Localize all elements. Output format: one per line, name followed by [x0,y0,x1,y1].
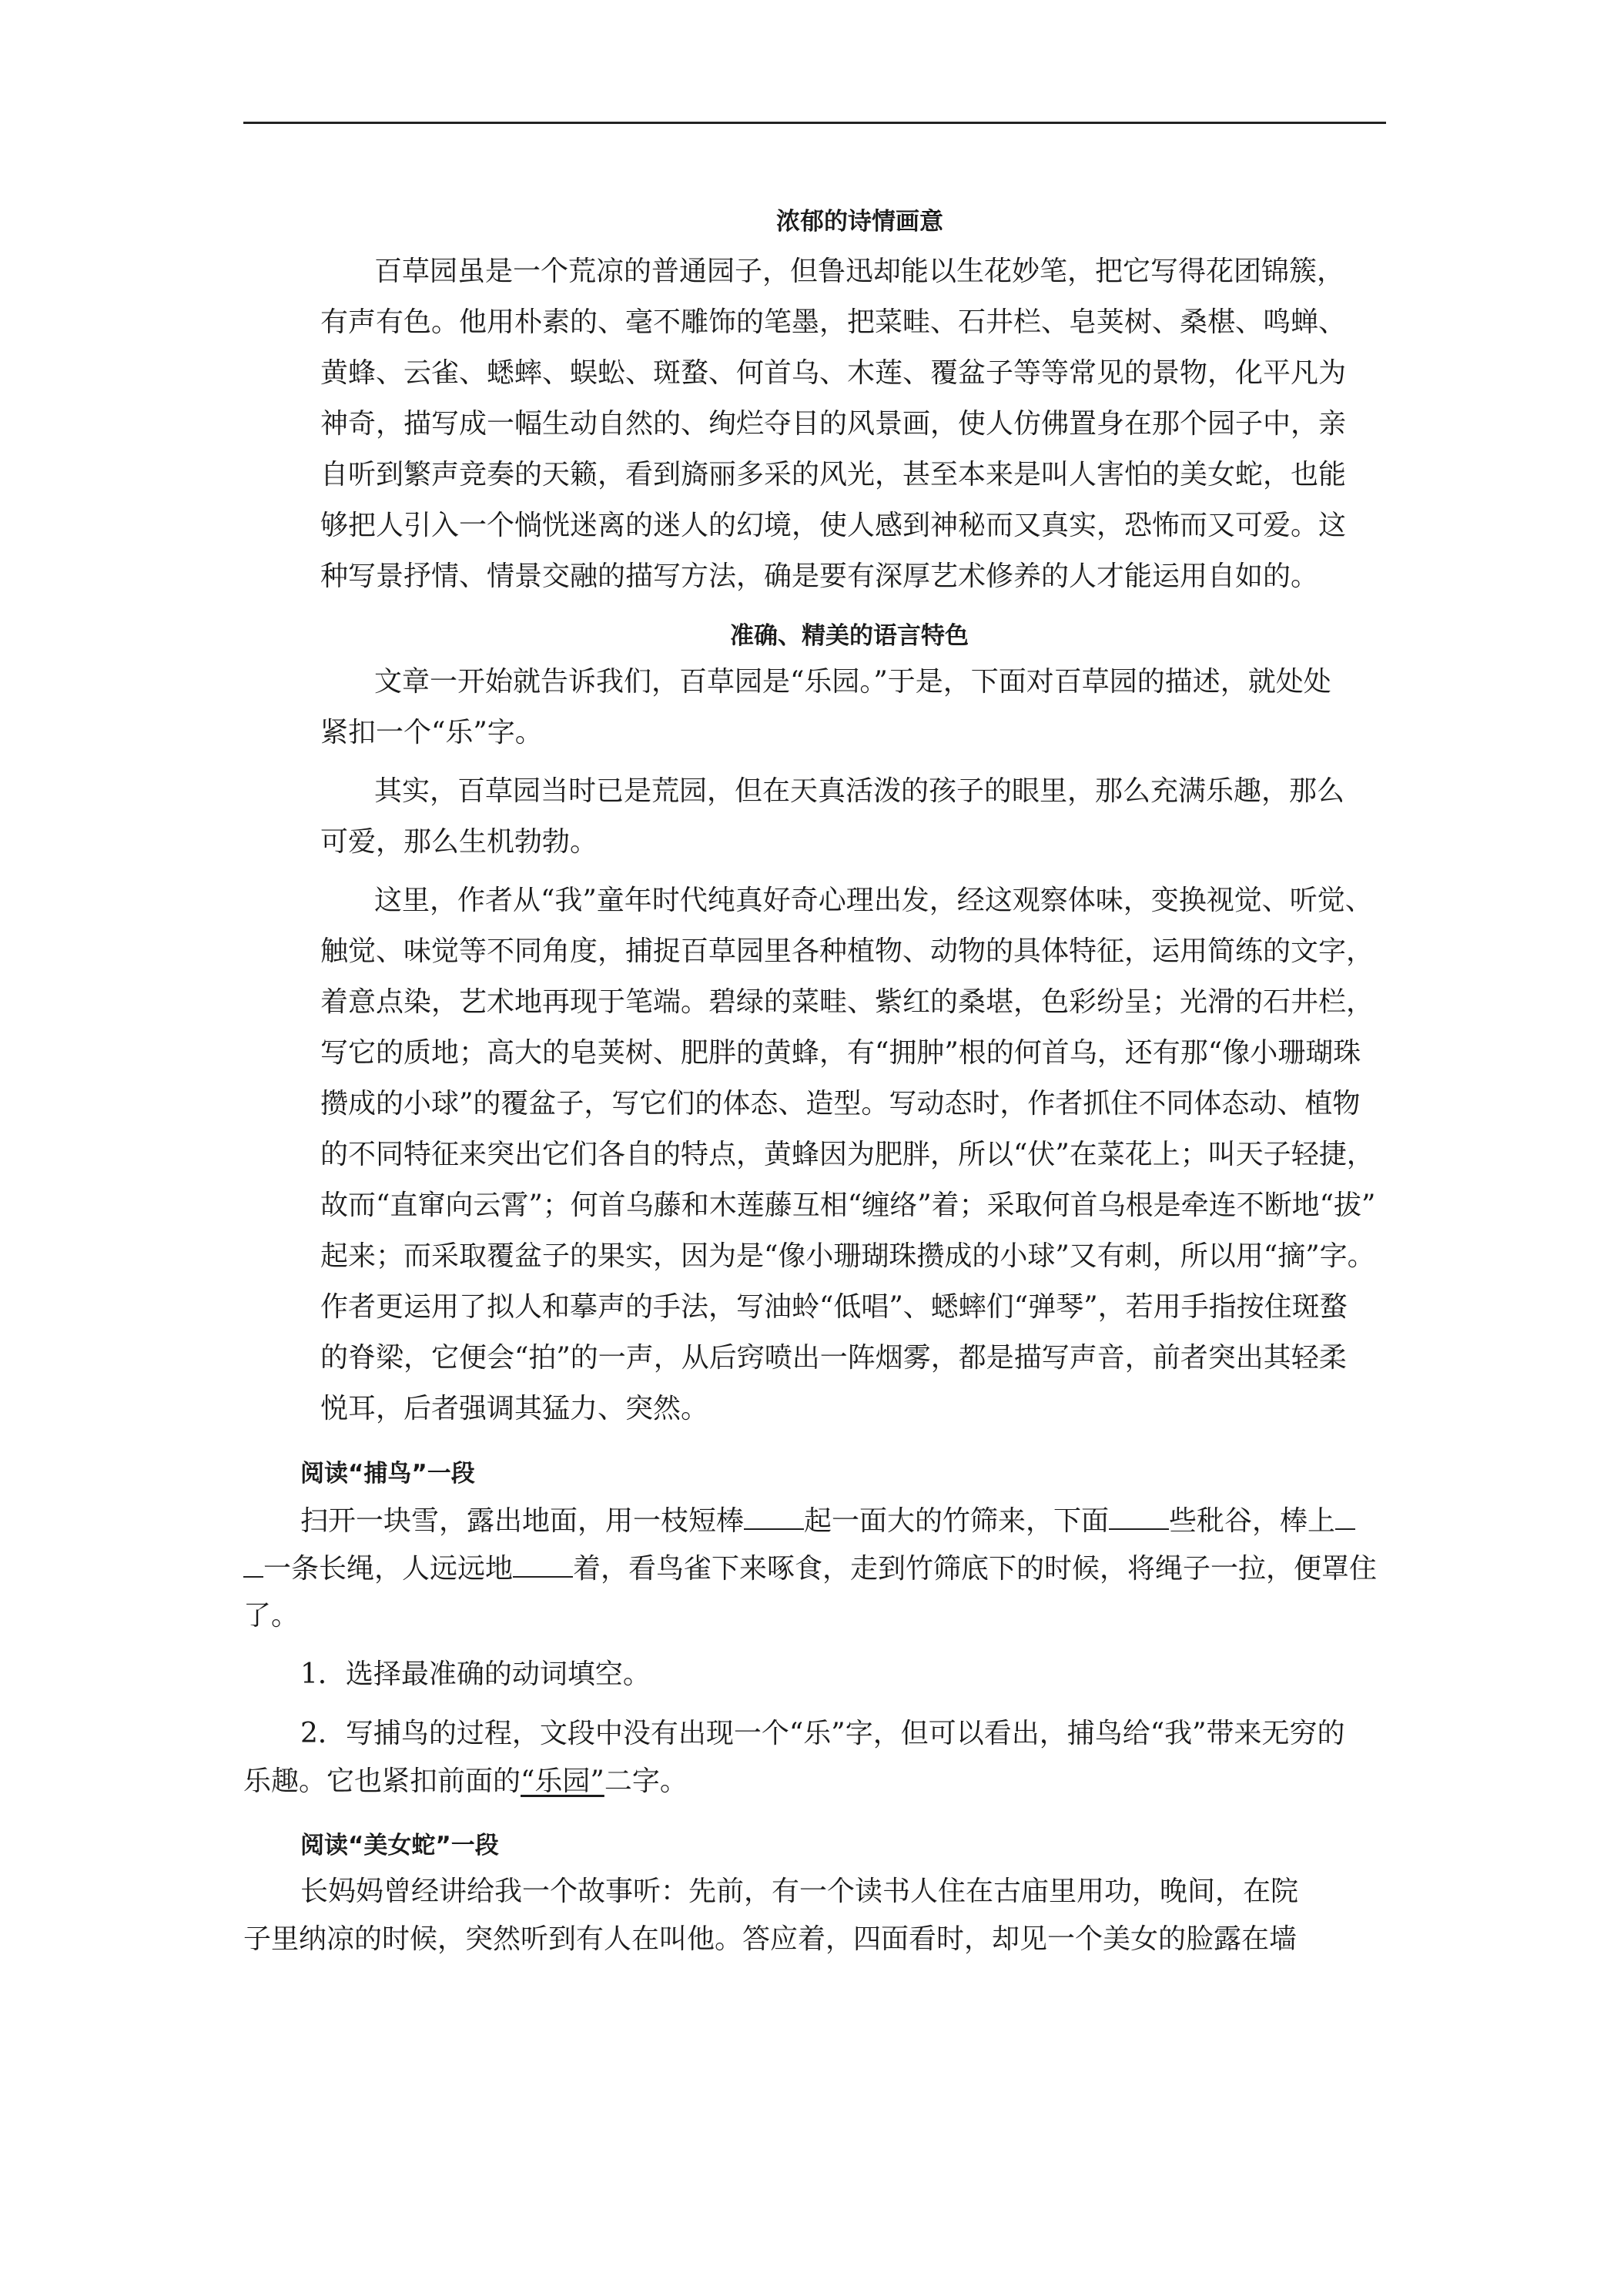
paragraph-line: 悦耳，后者强调其猛力、突然。 [320,1393,709,1424]
paragraph-line: 这里，作者从“我”童年时代纯真好奇心理出发，经这观察体味，变换视觉、听觉、 [374,885,1373,916]
paragraph-line: 攒成的小球”的覆盆子，写它们的体态、造型。写动态时，作者抓住不同体态动、植物 [320,1088,1361,1120]
passage-text: 起一面大的竹筛来，下面 [804,1505,1110,1537]
paragraph-line: 种写景抒情、情景交融的描写方法，确是要有深厚艺术修养的人才能运用自如的。 [320,561,1319,592]
answer-text: 乐趣。它也紧扣前面的 [243,1766,521,1797]
paragraph-line: 有声有色。他用朴素的、毫不雕饰的笔墨，把菜畦、石井栏、皂荚树、桑椹、鸣蝉、 [320,306,1347,338]
paragraph-line: 够把人引入一个惝恍迷离的迷人的幻境，使人感到神秘而又真实，恐怖而又可爱。这 [320,510,1347,541]
passage-line [243,1553,1377,1585]
section-title-poetic: 浓郁的诗情画意 [776,208,943,236]
passage-line: 长妈妈曾经讲给我一个故事听：先前，有一个读书人住在古庙里用功，晚间，在院 [300,1876,1299,1907]
question-1: 1．选择最准确的动词填空。 [300,1658,651,1690]
answer-text: 二字。 [604,1766,688,1797]
question-2-continued [243,1766,688,1797]
fill-blank[interactable] [243,1553,263,1578]
passage-text: 些秕谷，棒上 [1169,1505,1336,1537]
paragraph-line: 可爱，那么生机勃勃。 [320,826,598,858]
paragraph-line: 着意点染，艺术地再现于笔端。碧绿的菜畦、紫红的桑堪，色彩纷呈；光滑的石井栏， [320,986,1375,1018]
fill-blank[interactable] [744,1505,804,1530]
paragraph-line: 写它的质地；高大的皂荚树、肥胖的黄蜂，有“拥肿”根的何首乌，还有那“像小珊瑚珠 [320,1037,1361,1069]
paragraph-line: 的脊梁，它便会“拍”的一声，从后窍喷出一阵烟雾，都是描写声音，前者突出其轻柔 [320,1342,1347,1374]
paragraph-line: 紧扣一个“乐”字。 [320,717,543,748]
paragraph-line: 神奇，描写成一幅生动自然的、绚烂夺目的风景画，使人仿佛置身在那个园子中，亲 [320,408,1347,440]
section-title-beauty-snake: 阅读“美女蛇”一段 [300,1832,499,1859]
passage-text: 扫开一块雪，露出地面，用一枝短棒 [300,1505,745,1537]
paragraph-line: 百草园虽是一个荒凉的普通园子，但鲁迅却能以生花妙笔，把它写得花团锦簇， [374,256,1345,287]
paragraph-line: 故而“直窜向云霄”；何首乌藤和木莲藤互相“缠络”着；采取何首乌根是牵连不断地“拔” [320,1190,1376,1221]
passage-text: 着，看鸟雀下来啄食，走到竹筛底下的时候，将绳子一拉，便罩住 [573,1553,1378,1585]
section-title-catching-birds: 阅读“捕鸟”一段 [300,1460,475,1488]
answer-underlined: “乐园” [521,1766,604,1797]
header-rule [243,122,1386,124]
fill-blank[interactable] [1335,1505,1355,1530]
paragraph-line: 起来；而采取覆盆子的果实，因为是“像小珊瑚珠攒成的小球”又有刺，所以用“摘”字。 [320,1240,1375,1272]
passage-text: 一条长绳，人远远地 [263,1553,514,1585]
paragraph-line: 作者更运用了拟人和摹声的手法，写油蛉“低唱”、蟋蟀们“弹琴”，若用手指按住斑蝥 [320,1291,1348,1323]
paragraph-line: 其实，百草园当时已是荒园，但在天真活泼的孩子的眼里，那么充满乐趣，那么 [374,775,1345,807]
passage-line: 了。 [243,1600,300,1632]
paragraph-line: 的不同特征来突出它们各自的特点，黄蜂因为肥胖，所以“伏”在菜花上；叫天子轻捷， [320,1139,1375,1170]
paragraph-line: 黄蜂、云雀、蟋蟀、蜈蚣、斑蝥、何首乌、木莲、覆盆子等等常见的景物，化平凡为 [320,357,1347,389]
fill-blank[interactable] [513,1553,573,1578]
paragraph-line: 触觉、味觉等不同角度，捕捉百草园里各种植物、动物的具体特征，运用简练的文字， [320,935,1375,967]
passage-line [300,1505,1355,1537]
paragraph-line: 文章一开始就告诉我们，百草园是“乐园。”于是，下面对百草园的描述，就处处 [374,666,1331,698]
passage-line: 子里纳凉的时候，突然听到有人在叫他。答应着，四面看时，却见一个美女的脸露在墙 [243,1923,1298,1955]
paragraph-line: 自听到繁声竞奏的天籁，看到旖丽多采的风光，甚至本来是叫人害怕的美女蛇，也能 [320,459,1347,490]
section-title-language: 准确、精美的语言特色 [730,622,969,650]
fill-blank[interactable] [1109,1505,1169,1530]
question-2: 2．写捕鸟的过程，文段中没有出现一个“乐”字，但可以看出，捕鸟给“我”带来无穷的 [300,1718,1345,1749]
